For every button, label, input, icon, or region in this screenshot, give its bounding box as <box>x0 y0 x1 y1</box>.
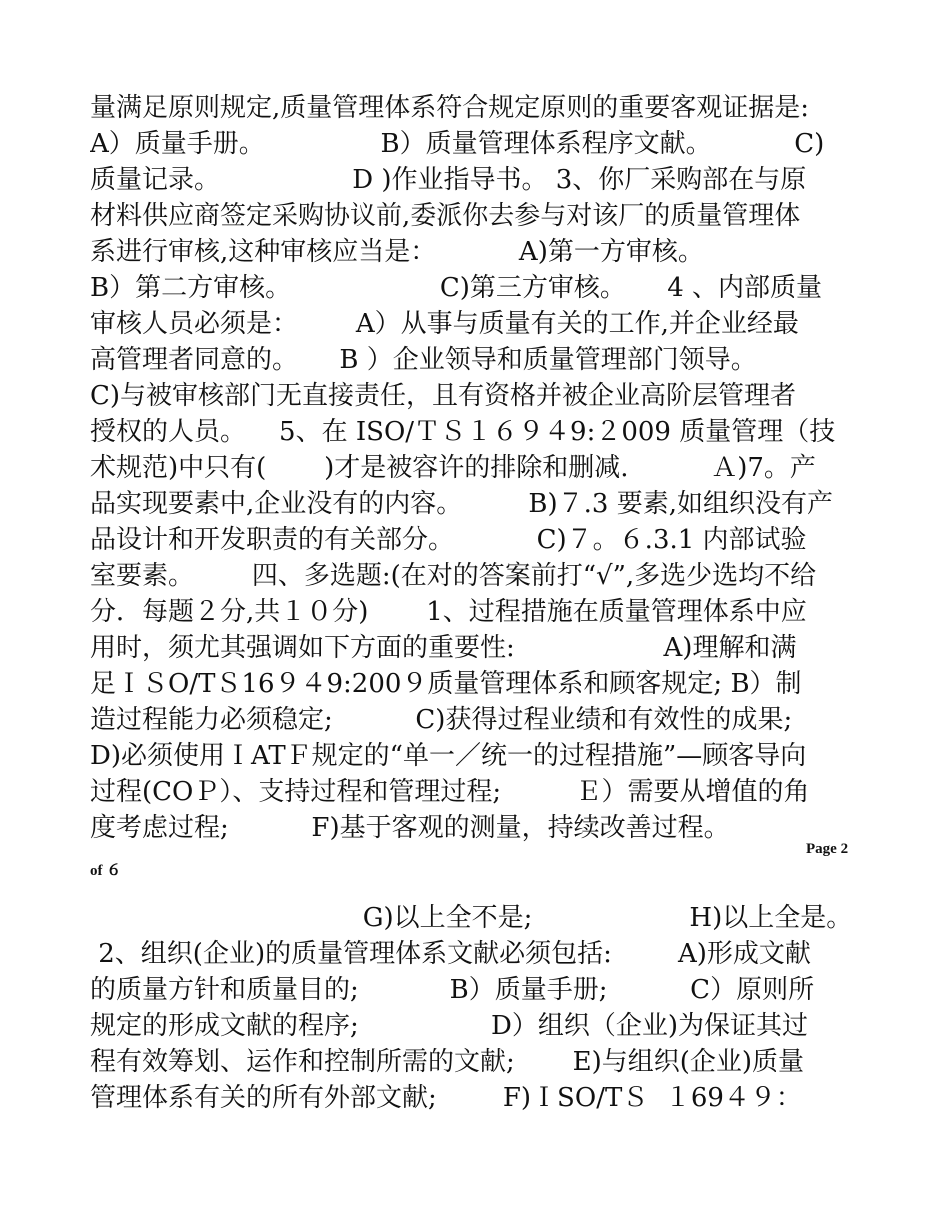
text-line: B）第二方审核。 C)第三方审核。 4 、内部质量 <box>90 273 823 303</box>
text-line: 分．每题２分,共１０分) 1、过程措施在质量管理体系中应 <box>90 597 807 627</box>
text-line: 品设计和开发职责的有关部分。 C)７。６.3.1 内部试验 <box>90 525 807 555</box>
text-line: 规定的形成文献的程序; D）组织（企业)为保证其过 <box>90 1011 808 1041</box>
text-line: G)以上全不是; H)以上全是。 <box>90 903 853 933</box>
text-line: 术规范)中只有( )才是被容许的排除和删减. Ａ)7。产 <box>90 453 816 483</box>
text-line: 系进行审核,这种审核应当是： A)第一方审核。 <box>90 237 704 267</box>
text-line: 用时，须尤其强调如下方面的重要性: A)理解和满 <box>90 633 797 663</box>
text-line: 度考虑过程; F)基于客观的测量，持续改善过程。 <box>90 813 730 843</box>
text-line: 授权的人员。 5、在 ISO/ＴＳ１６９４9:２009 质量管理（技 <box>90 417 836 447</box>
text-line: 审核人员必须是： A）从事与质量有关的工作,并企业经最 <box>90 309 799 339</box>
text-line: 造过程能力必须稳定; C)获得过程业绩和有效性的成果; <box>90 705 793 735</box>
text-line: 室要素。 四、多选题:(在对的答案前打“√”,多选少选均不给 <box>90 561 817 591</box>
text-line: 高管理者同意的。 B ）企业领导和质量管理部门领导。 <box>90 345 757 375</box>
text-line: 的质量方针和质量目的; B）质量手册; C）原则所 <box>90 975 815 1005</box>
text-line: 2、组织(企业)的质量管理体系文献必须包括: A)形成文献 <box>90 939 811 969</box>
text-line: 过程(COＰ）、支持过程和管理过程; Ｅ）需要从增值的角 <box>90 777 810 807</box>
text-line: 管理体系有关的所有外部文献; F)ＩSO/TＳ １69４９： <box>90 1083 802 1113</box>
text-line: 量满足原则规定,质量管理体系符合规定原则的重要客观证据是: <box>90 93 810 123</box>
text-line: C)与被审核部门无直接责任，且有资格并被企业高阶层管理者 <box>90 381 797 411</box>
page-number: Page 2 <box>806 841 849 857</box>
text-line: 质量记录。 D )作业指导书。 3、你厂采购部在与原 <box>90 165 807 195</box>
text-line: 材料供应商签定采购协议前,委派你去参与对该厂的质量管理体 <box>90 201 801 231</box>
page-count: of ６ <box>90 863 122 879</box>
text-line: 品实现要素中,企业没有的内容。 B)７.3 要素,如组织没有产 <box>90 489 833 519</box>
text-line: D)必须使用ＩATＦ规定的“单一／统一的过程措施”—顾客导向 <box>90 741 807 771</box>
text-line: A）质量手册。 B）质量管理体系程序文献。 C) <box>90 129 825 159</box>
text-line: 足ＩＳO/TＳ16９４9:200９质量管理体系和顾客规定; B）制 <box>90 669 802 699</box>
text-line: 程有效筹划、运作和控制所需的文献; E)与组织(企业)质量 <box>90 1047 805 1077</box>
